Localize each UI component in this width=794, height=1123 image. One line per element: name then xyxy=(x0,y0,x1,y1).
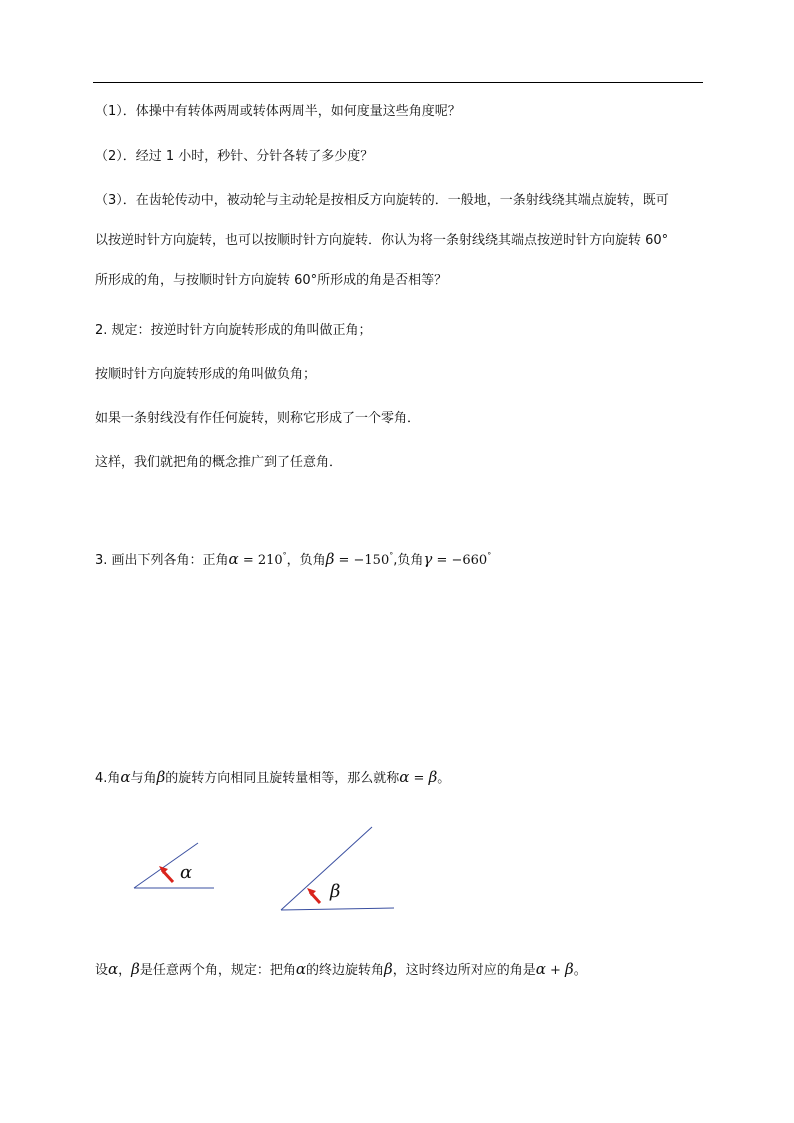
symbol-beta: β xyxy=(325,550,335,568)
sum-text-1: 是任意两个角，规定：把角 xyxy=(139,963,296,978)
symbol-alpha: α xyxy=(228,550,239,568)
degree-sign: ° xyxy=(282,551,287,560)
symbol-beta: β xyxy=(428,768,438,786)
task-3-prefix: 3. 画出下列各角：正角 xyxy=(95,553,229,568)
label-alpha: α xyxy=(180,862,193,883)
task-4-end: 。 xyxy=(437,771,451,786)
symbol-beta: β xyxy=(384,960,393,978)
angle-alpha-figure xyxy=(134,843,214,888)
symbol-alpha: α xyxy=(120,768,131,786)
symbol-beta: β xyxy=(565,960,574,978)
label-beta: β xyxy=(330,881,341,902)
task-4-text: 的旋转方向相同且旋转量相等，那么就称 xyxy=(165,771,400,786)
beta-arrow-head xyxy=(307,888,316,896)
gamma-value: = −660 xyxy=(432,553,488,568)
beta-initial-side xyxy=(281,908,394,910)
plus-sign: + xyxy=(545,963,566,978)
degree-sign: ° xyxy=(487,551,492,560)
sum-text-2: 的终边旋转角 xyxy=(306,963,385,978)
sum-prefix: 设 xyxy=(95,963,109,978)
symbol-beta: β xyxy=(131,960,140,978)
angle-beta-figure xyxy=(281,827,394,910)
task-3-sep-2: ,负角 xyxy=(393,553,424,568)
question-3-line-3: 所形成的角，与按顺时针方向旋转 60°所形成的角是否相等？ xyxy=(95,273,448,288)
beta-value: = −150 xyxy=(334,553,390,568)
rule-any-angle: 这样，我们就把角的概念推广到了任意角． xyxy=(95,455,343,470)
question-1: （1）．体操中有转体两周或转体两周半，如何度量这些角度呢？ xyxy=(95,104,461,119)
task-4-prefix: 4.角 xyxy=(95,771,121,786)
symbol-beta: β xyxy=(156,768,166,786)
sum-end: 。 xyxy=(573,963,587,978)
symbol-alpha: α xyxy=(295,960,306,978)
rule-zero-angle: 如果一条射线没有作任何旋转，则称它形成了一个零角． xyxy=(95,411,421,426)
question-3-line-1: （3）．在齿轮传动中，被动轮与主动轮是按相反方向旋转的．一般地，一条射线绕其端点旋转，既可 xyxy=(95,193,669,208)
symbol-gamma: γ xyxy=(423,550,433,568)
symbol-alpha: α xyxy=(399,768,410,786)
sum-comma: ， xyxy=(118,963,132,978)
symbol-alpha: α xyxy=(108,960,119,978)
equals-sign: = xyxy=(409,771,429,786)
rule-negative-angle: 按顺时针方向旋转形成的角叫做负角； xyxy=(95,367,317,382)
beta-terminal-side xyxy=(281,827,372,910)
rule-positive-angle: 2. 规定：按逆时针方向旋转形成的角叫做正角； xyxy=(95,323,372,338)
angle-sum-definition xyxy=(95,960,587,980)
task-3-sep-1: ，负角 xyxy=(286,553,326,568)
task-4-mid: 与角 xyxy=(130,771,157,786)
question-2: （2）．经过 1 小时，秒针、分针各转了多少度？ xyxy=(95,149,374,164)
question-3-line-2: 以按逆时针方向旋转，也可以按顺时针方向旋转．你认为将一条射线绕其端点按逆时针方向旋转 60° xyxy=(95,233,669,248)
symbol-alpha: α xyxy=(535,960,546,978)
degree-sign: ° xyxy=(389,551,394,560)
alpha-value: = 210 xyxy=(238,553,283,568)
sum-text-3: ，这时终边所对应的角是 xyxy=(392,963,536,978)
